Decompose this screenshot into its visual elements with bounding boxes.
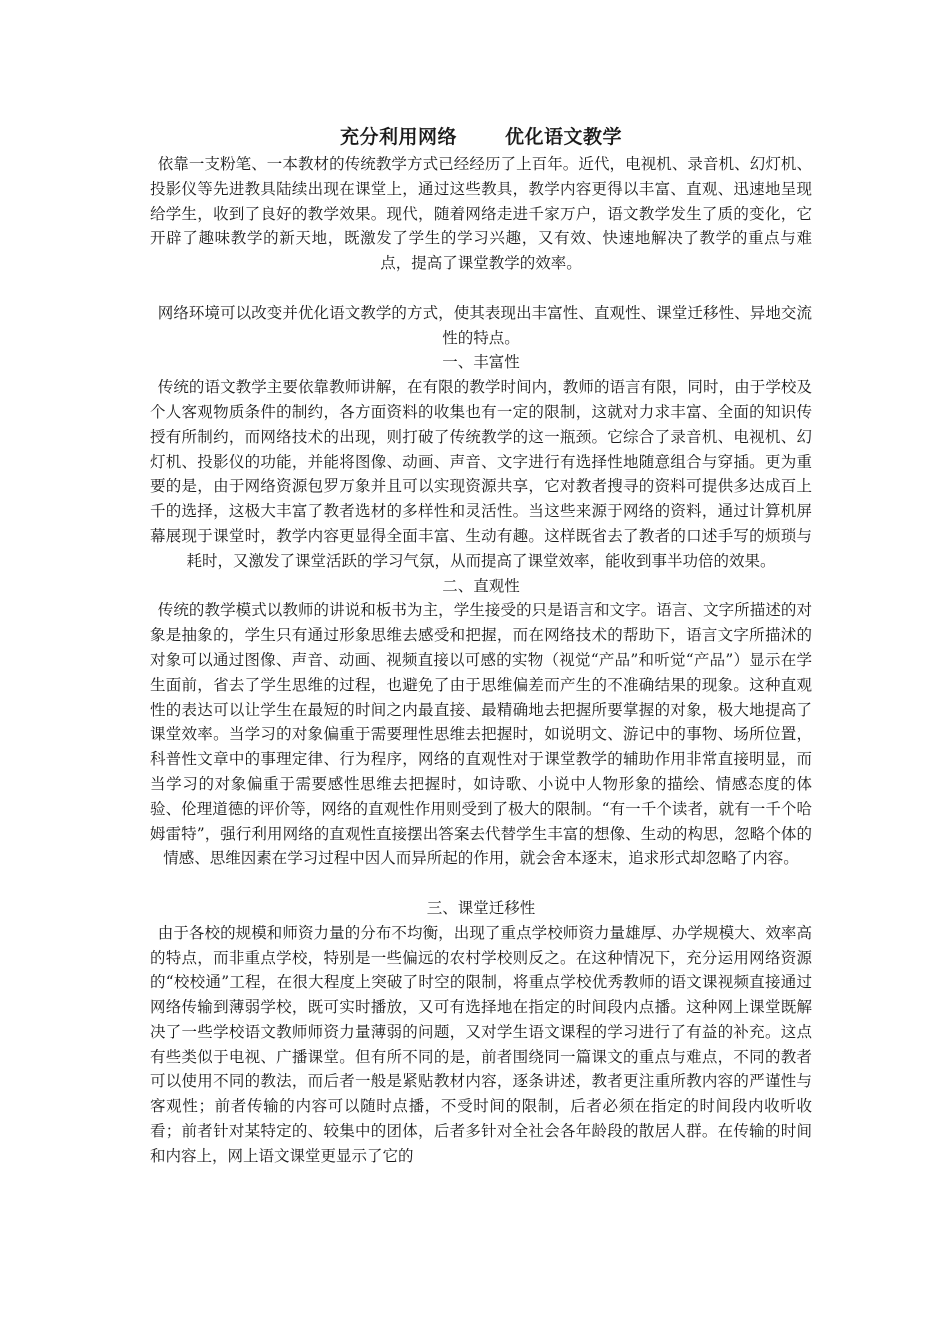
document-title <box>150 122 812 152</box>
section-2-paragraph: 传统的教学模式以教师的讲说和板书为主，学生接受的只是语言和文字。语言、文字所描述的对象是抽象的，学生只有通过形象思维去感受和把握，而在网络技术的帮助下，语言文字所描沭的对象可以通过图像、声音、动画、视频直接以可感的实物（视觉“产品”和听觉“产品”）显示在学生面前，省去了学生思维的过程，也避免了由于思维偏差而产生的不准确结果的现象。这种直观性的表达可以让学生在最短的时间之内最直接、最精确地去把握所要掌握的对象，极大地提高了课堂效率。当学习的对象偏重于需要理性思维去把握时，如说明文、游记中的事物、场所位置，科普性文章中的事理定律、行为程序，网络的直观性对于课堂教学的辅助作用非常直接明显，而当学习的对象偏重于需要感性思维去把握时，如诗歌、小说中人物形象的描绘、情感态度的体验、伦理道德的评价等，网络的直观性作用则受到了极大的限制。“有一千个读者，就有一千个哈姆雷特”，强行利用网络的直观性直接摆出答案去代替学生丰富的想像、生动的构思，忽略个体的情感、思维因素在学习过程中因人而异所起的作用，就会舍本逐末，追求形式却忽略了内容。 <box>150 601 812 868</box>
section-2-heading: 二、直观性 <box>442 576 520 595</box>
section-3-paragraph: 由于各校的规模和师资力量的分布不均衡，出现了重点学校师资力量雄厚、办学规模大、效率高的特点，而非重点学校，特别是一些偏远的农村学校则反之。在这种情况下，充分运用网络资源的“校校通”工程，在很大程度上突破了时空的限制，将重点学校优秀教师的语文课视频直接通过网络传输到薄弱学校，既可实时播放，又可有选择地在指定的时间段内点播。这种网上课堂既解决了一些学校语文教师师资力量薄弱的问题，又对学生语文课程的学习进行了有益的补充。这点有些类似于电视、广播课堂。但有所不同的是，前者围绕同一篇课文的重点与难点，不同的教者可以使用不同的教法，而后者一般是紧贴教材内容，逐条讲述，教者更注重所教内容的严谨性与客观性；前者传输的内容可以随时点播，不受时间的限制，后者必须在指定的时间段内收听收看；前者针对某特定的、较集中的团体，后者多针对全社会各年龄段的散居人群。在传输的时间和内容上，网上语文课堂更显示了它的 <box>150 923 812 1165</box>
section-1-paragraph: 传统的语文教学主要依靠教师讲解，在有限的教学时间内，教师的语言有限，同时，由于学校及个人客观物质条件的制约，各方面资料的收集也有一定的限制，这就对力求丰富、全面的知识传授有所制约，而网络技术的出现，则打破了传统教学的这一瓶颈。它综合了录音机、电视机、幻灯机、投影仪的功能，并能将图像、动画、声音、文字进行有选择性地随意组合与穿插。更为重要的是，由于网络资源包罗万象并且可以实现资源共享，它对教者搜寻的资料可提供多达成百上千的选择，这极大丰富了教者选材的多样性和灵活性。当这些来源于网络的资料，通过计算机屏幕展现于课堂时，教学内容更显得全面丰富、生动有趣。这样既省去了教者的口述手写的烦琐与耗时，又激发了课堂活跃的学习气氛，从而提高了课堂效率，能收到事半功倍的效果。 <box>150 378 812 570</box>
intro-paragraph: 依靠一支粉笔、一本教材的传统教学方式已经经历了上百年。近代，电视机、录音机、幻灯机、投影仪等先进教具陆续出现在课堂上，通过这些教具，教学内容更得以丰富、直观、迅速地呈现给学生，收到了良好的教学效果。现代，随着网络走进千家万户，语文教学发生了质的变化，它开辟了趣味教学的新天地，既激发了学生的学习兴趣，又有效、快速地解决了教学的重点与难点，提高了课堂教学的效率。 <box>150 155 812 273</box>
spacer <box>150 276 812 301</box>
title-part-2: 优化语文教学 <box>505 126 623 148</box>
overview-paragraph: 网络环境可以改变并优化语文教学的方式，使其表现出丰富性、直观性、课堂迁移性、异地交流性的特点。 <box>157 303 812 347</box>
title-part-1: 充分利用网络 <box>339 126 457 148</box>
section-1-heading: 一、丰富性 <box>442 353 520 372</box>
section-3-heading: 三、课堂迁移性 <box>426 898 536 917</box>
spacer <box>150 871 812 896</box>
document-page <box>150 122 812 1169</box>
